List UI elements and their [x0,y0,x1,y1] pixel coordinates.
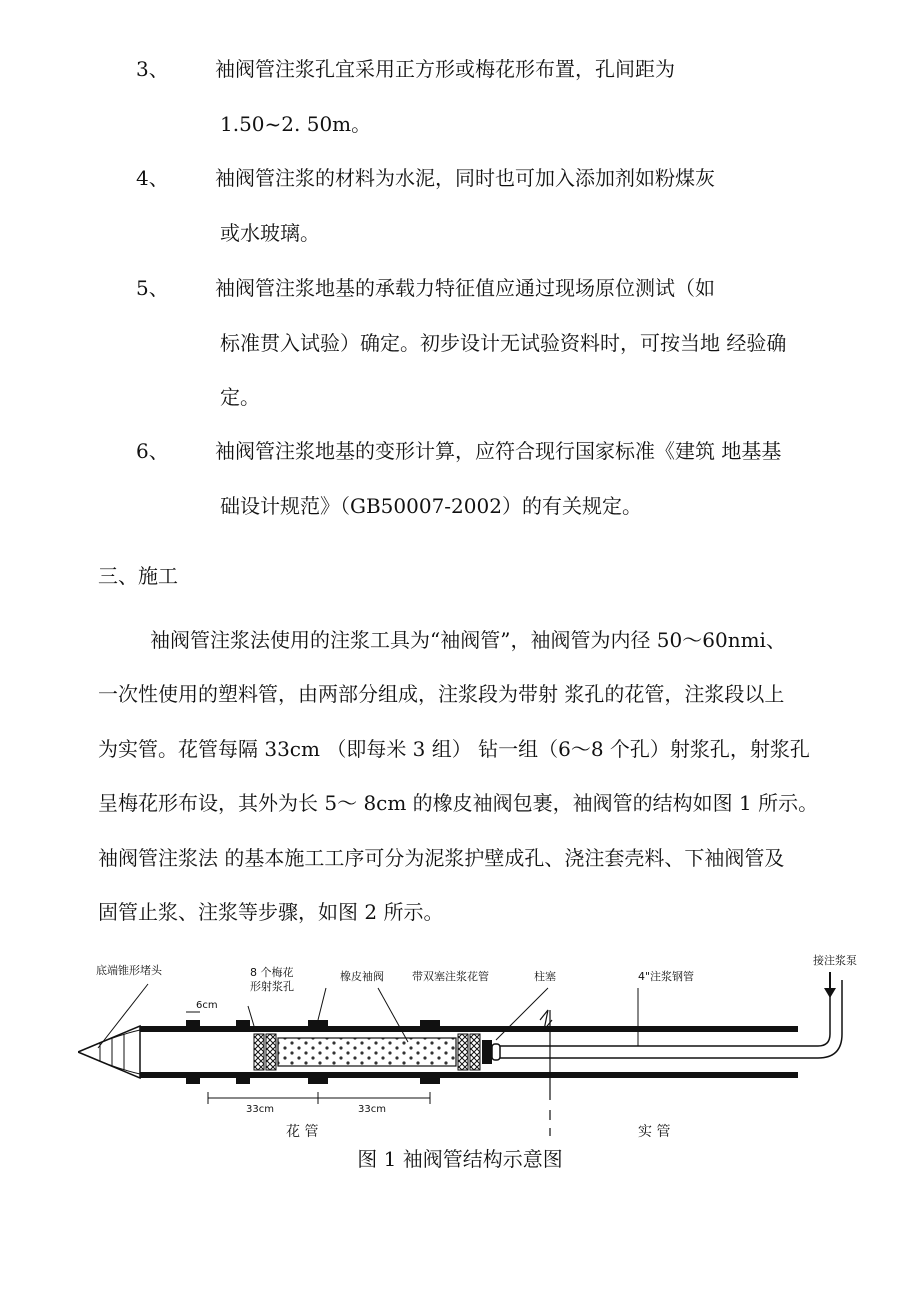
label-double-plug: 带双塞注浆花管 [412,970,489,983]
label-plug: 柱塞 [534,970,556,983]
outer-pipe [140,1026,798,1078]
label-33cm-2: 33cm [358,1104,386,1115]
item-text: 袖阀管注浆的材料为水泥，同时也可加入添加剂如粉煤灰 [215,166,715,190]
section-title: 三、施工 [98,564,178,588]
label-33cm-1: 33cm [246,1104,274,1115]
item-text: 标准贯入试验）确定。初步设计无试验资料时，可按当地 经验确 [220,331,787,355]
steel-pipe [500,980,842,1058]
packer-right [458,1034,480,1070]
paragraph-line: 呈梅花形布设，其外为长 5～ 8cm 的橡皮袖阀包裹，袖阀管的结构如图 1 所示。 [98,791,819,815]
label-flower-pipe: 花 管 [286,1124,319,1140]
paragraph-line: 为实管。花管每隔 33cm （即每米 3 组） 钻一组（6～8 个孔）射浆孔，射浆孔 [98,737,810,761]
paragraph-line: 袖阀管注浆法 的基本施工工序可分为泥浆护壁成孔、浇注套壳料、下袖阀管及 [98,846,785,870]
item-text: 础设计规范》（GB50007-2002）的有关规定。 [220,494,642,518]
pump-arrow [824,972,836,998]
item-text: 袖阀管注浆地基的变形计算，应符合现行国家标准《建筑 地基基 [215,439,782,463]
label-6cm: 6cm [196,1000,218,1011]
label-solid-pipe: 实 管 [638,1124,671,1140]
item-text: 定。 [220,385,260,409]
item-text: 袖阀管注浆孔宜采用正方形或梅花形布置，孔间距为 [215,57,675,81]
paragraph-line: 一次性使用的塑料管，由两部分组成，注浆段为带射 浆孔的花管，注浆段以上 [98,682,785,706]
plunger [482,1040,500,1064]
label-pump: 接注浆泵 [813,954,857,967]
label-bottom-cone: 底端锥形堵头 [96,964,162,977]
figure-caption: 图 1 袖阀管结构示意图 [357,1147,563,1171]
label-holes-1: 8 个梅花 [250,966,294,979]
inner-perforated-pipe [278,1038,456,1066]
label-holes-2: 形射浆孔 [250,980,294,993]
packer-left [254,1034,276,1070]
item-number: 6、 [136,439,169,463]
item-number: 4、 [136,166,169,190]
item-number: 5、 [136,276,169,300]
item-text: 袖阀管注浆地基的承载力特征值应通过现场原位测试（如 [215,276,715,300]
sleeve-valve-pipe-diagram [78,950,858,1170]
paragraph-line: 固管止浆、注浆等步骤，如图 2 所示。 [98,900,444,924]
item-text: 或水玻璃。 [220,221,320,245]
item-number: 3、 [136,57,169,81]
item-text: 1.50~2. 50m。 [220,112,372,136]
label-steel-pipe: 4"注浆钢管 [638,970,695,983]
label-rubber-sleeve: 橡皮袖阀 [340,970,384,983]
paragraph-line: 袖阀管注浆法使用的注浆工具为“袖阀管”，袖阀管为内径 50～60nmi、 [150,628,786,652]
